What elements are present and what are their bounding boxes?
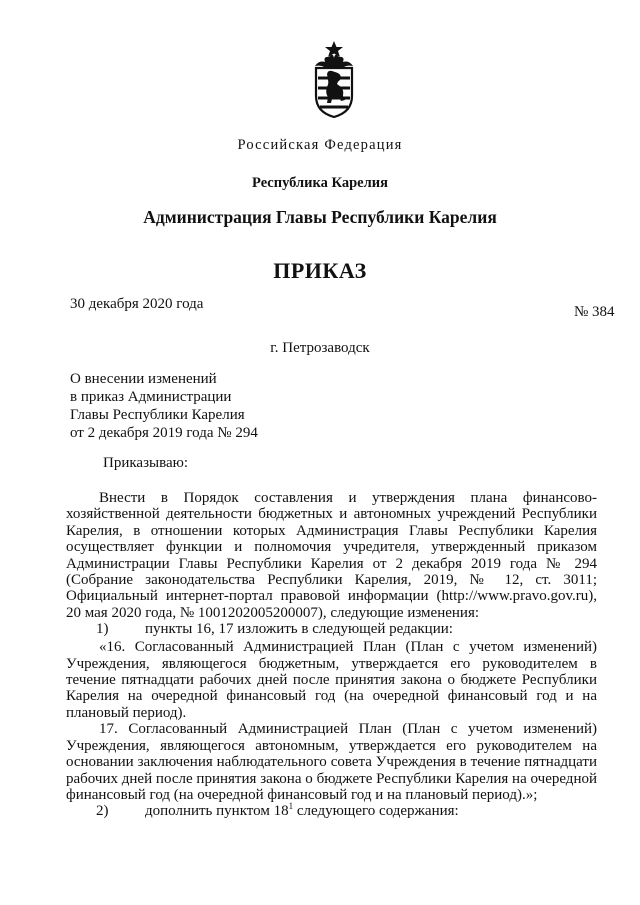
country-name: Российская Федерация xyxy=(237,137,403,153)
authority-name: Администрация Главы Республики Карелия xyxy=(143,207,497,227)
item-text-wrapper xyxy=(145,803,459,819)
clause-16-paragraph: «16. Согласованный Администрацией План (План с учетом изменений) Учреждения, являющегося бюджетным, утверждается его руководителем в течение пятнадцати рабочих дней после принятия закона о бюджете Республики Карелия на очередной финансовый год (на очередной финансовый год и на плановый период). xyxy=(66,639,597,721)
item-text-tail: следующего содержания: xyxy=(293,803,459,820)
republic-name: Республика Карелия xyxy=(252,175,388,191)
item-number: 1) xyxy=(96,621,109,638)
clause-17-paragraph: 17. Согласованный Администрацией План (План с учетом изменений) Учреждения, являющегося автономным, утверждается его руководителем на основании заключения наблюдательного совета Учреждения в течение пятнадцати рабочих дней после принятия закона о бюджете Республики Карелия на очередной финансовый год (на очередной финансовый год и на плановый период).»; xyxy=(66,721,597,803)
subject-line: О внесении изменений xyxy=(70,371,217,387)
document-date: 30 декабря 2020 года xyxy=(70,296,204,312)
document-city: г. Петрозаводск xyxy=(270,340,370,356)
item-superscript: 1 xyxy=(288,801,294,812)
subject-line: Главы Республики Карелия xyxy=(70,407,245,423)
document-type-title: ПРИКАЗ xyxy=(273,258,367,283)
item-text: дополнить пунктом 18 xyxy=(145,803,289,820)
document-body xyxy=(66,490,597,821)
item-text: пункты 16, 17 изложить в следующей редакции: xyxy=(145,621,453,638)
order-word: Приказываю: xyxy=(103,455,188,471)
item-number: 2) xyxy=(96,803,109,820)
karelia-coat-of-arms-icon xyxy=(311,40,357,118)
document-number: № 384 xyxy=(574,304,615,320)
subject-line: в приказ Администрации xyxy=(70,389,232,405)
intro-paragraph: Внести в Порядок составления и утверждения плана финансово-хозяйственной деятельности бюджетных и автономных учреждений Республики Карелия, в отношении которых Администрация Главы Республики Карелия осуществляет функции и полномочия учредителя, утвержденный приказом Администрации Главы Республики Карелия от 2 декабря 2019 года № 294 (Собрание законодательства Республики Карелия, 2019, № 12, ст. 3011; Официальный интернет-портал правовой информации (http://www.pravo.gov.ru), 20 мая 2020 года, № 1001202005200007), следующие изменения: xyxy=(66,490,597,621)
list-item xyxy=(66,803,597,821)
list-item xyxy=(66,621,597,639)
subject-line: от 2 декабря 2019 года № 294 xyxy=(70,425,258,441)
document-subject xyxy=(70,370,258,442)
